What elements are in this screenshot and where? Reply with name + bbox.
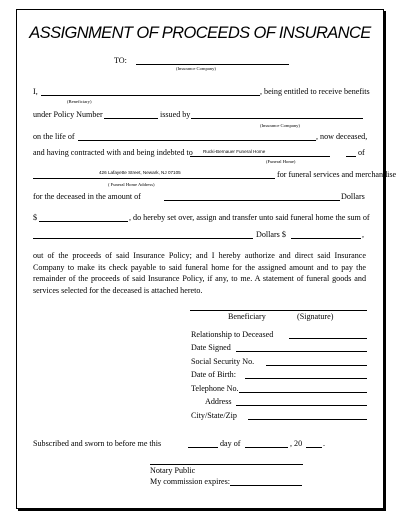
insurance-company-caption: (Insurance Company) <box>176 66 216 71</box>
assigned-sum-words-field[interactable] <box>33 238 253 239</box>
address-field[interactable] <box>236 405 367 406</box>
funeral-home-field[interactable] <box>190 156 330 157</box>
commission-label: My commission expires: <box>150 477 231 486</box>
commission-expires-field[interactable] <box>230 485 302 486</box>
line2-mid: issued by <box>160 110 191 119</box>
beneficiary-name-field[interactable] <box>41 95 260 96</box>
assigned-sum-number-field[interactable] <box>291 238 361 239</box>
beneficiary-signature-field[interactable] <box>190 310 367 311</box>
notary-label: Notary Public <box>150 466 196 475</box>
sworn-day-label: day of <box>220 439 241 448</box>
line8-mid: Dollars $ <box>256 230 286 239</box>
funeral-home-address-value: 426 Lafayette Street, Newark, NJ 07105 <box>99 170 181 175</box>
sworn-end: . <box>323 439 326 448</box>
city-state-zip-label: City/State/Zip <box>191 411 237 420</box>
line2-prefix: under Policy Number <box>33 110 103 119</box>
sworn-year-label: , 20 <box>290 439 303 448</box>
insurance-company-caption-2: (Insurance Company) <box>260 123 300 128</box>
funeral-home-city-field[interactable] <box>346 156 356 157</box>
line4-suffix: of <box>358 148 365 157</box>
line7-prefix: $ <box>33 213 38 222</box>
beneficiary-caption: (Beneficiary) <box>67 99 92 104</box>
city-state-zip-field[interactable] <box>248 419 367 420</box>
signature-label: (Signature) <box>297 312 334 321</box>
line8-suffix: , <box>362 230 365 239</box>
funeral-home-address-field[interactable] <box>33 178 275 179</box>
date-signed-label: Date Signed <box>191 343 231 352</box>
sworn-month-field[interactable] <box>245 447 288 448</box>
telephone-field[interactable] <box>239 392 367 393</box>
relationship-field[interactable] <box>289 338 367 339</box>
telephone-label: Telephone No. <box>191 384 239 393</box>
authorization-paragraph: out of the proceeds of said Insurance Policy; and I hereby authorize and direct said Insurance Company to make its check payable to said funeral home for the assigned amount and to pay the remainder of the proceeds of said Insurance Policy, if any, to me. A statement of funeral goods and services selected for the deceased is attached hereto. <box>33 251 366 295</box>
funeral-home-address-caption: ( Funeral Home Address) <box>108 182 155 187</box>
deceased-name-field[interactable] <box>78 140 316 141</box>
ssn-label: Social Security No. <box>191 357 255 366</box>
relationship-label: Relationship to Deceased <box>191 330 274 339</box>
line3-prefix: on the life of <box>33 132 75 141</box>
amount-number-field[interactable] <box>39 221 128 222</box>
address-label: Address <box>205 397 232 406</box>
ssn-field[interactable] <box>266 365 367 366</box>
sworn-prefix: Subscribed and sworn to before me this <box>33 439 162 448</box>
line3-suffix: , now deceased, <box>316 132 368 141</box>
dob-field[interactable] <box>245 378 367 379</box>
dob-label: Date of Birth: <box>191 370 236 379</box>
date-signed-field[interactable] <box>236 351 367 352</box>
line6-prefix: for the deceased in the amount of <box>33 192 141 201</box>
funeral-home-value: Rucki-Bernauer Funeral Home <box>203 149 266 154</box>
line5-suffix: for funeral services and merchandise <box>277 170 397 179</box>
line6-suffix: Dollars <box>341 192 365 201</box>
beneficiary-signature-label: Beneficiary <box>228 312 266 321</box>
line7-suffix: , do hereby set over, assign and transfer unto said funeral home the sum of <box>129 213 370 222</box>
line1-prefix: I, <box>33 87 38 96</box>
line4-prefix: and having contracted with and being indebted to <box>33 148 193 157</box>
line1-suffix: , being entitled to receive benefits <box>260 87 370 96</box>
to-label: TO: <box>114 56 127 65</box>
policy-number-field[interactable] <box>104 118 158 119</box>
funeral-home-caption: (Funeral Home) <box>266 159 296 164</box>
notary-signature-field[interactable] <box>150 464 303 465</box>
issuing-company-field[interactable] <box>191 118 363 119</box>
sworn-day-field[interactable] <box>188 447 218 448</box>
document-title: ASSIGNMENT OF PROCEEDS OF INSURANCE <box>29 24 371 42</box>
amount-words-field[interactable] <box>164 200 340 201</box>
sworn-year-field[interactable] <box>306 447 322 448</box>
insurance-company-field[interactable] <box>136 64 289 65</box>
